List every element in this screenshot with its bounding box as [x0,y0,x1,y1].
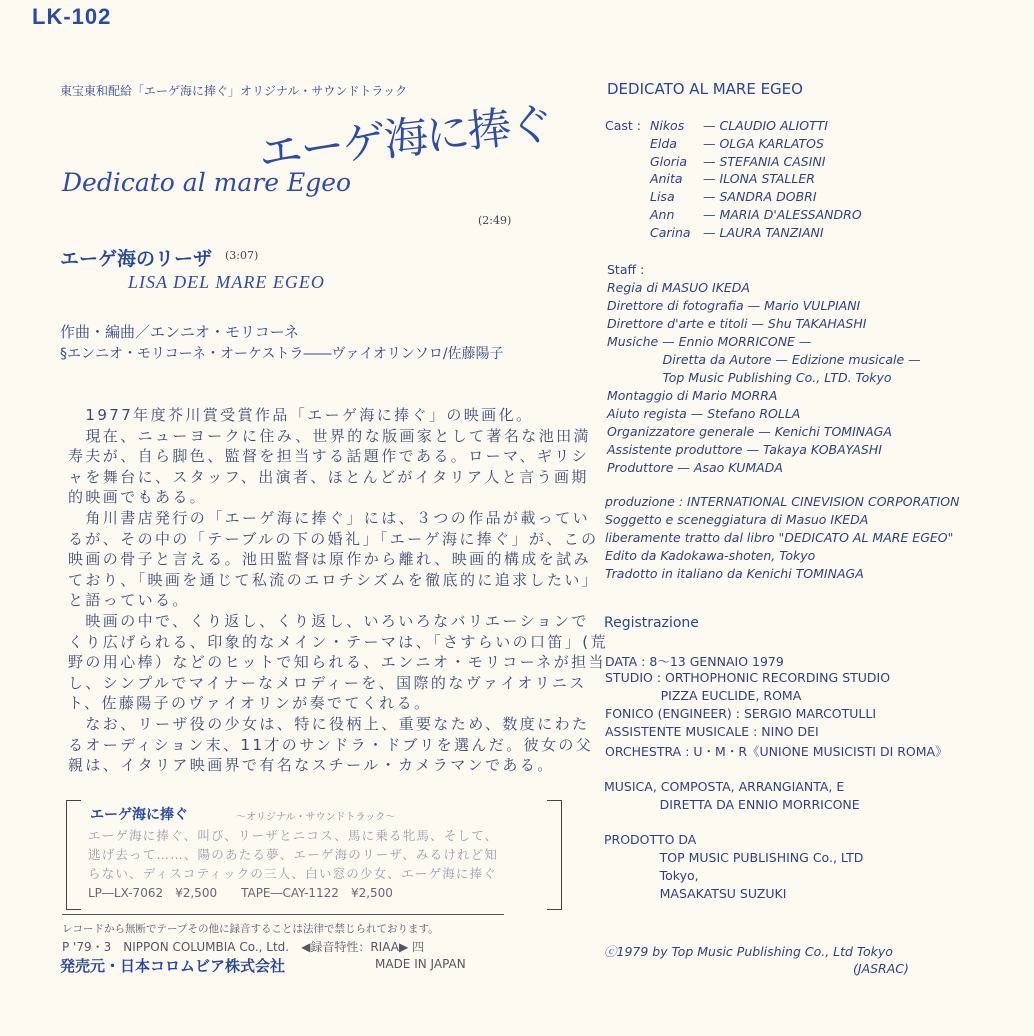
side-a-title-japanese: エーゲ海に捧ぐ [256,98,554,180]
lp-box-subtitle: ～オリジナル・サウンドトラック～ [236,812,396,823]
prodotto-line: PRODOTTO DA [604,832,697,847]
publisher-line: P '79・3 NIPPON COLUMBIA Co., Ltd. ◀録音特性：RIAA▶ 四 [62,940,424,954]
copy-notice: レコードから無断でテープその他に録音することは法律で禁じられております。 [62,923,439,935]
lp-products: LP―LX-7062 ¥2,500 TAPE―CAY-1122 ¥2,500 [88,886,393,900]
liner-notes [68,404,608,775]
cast-role: Ann [650,207,675,222]
made-in: MADE IN JAPAN [375,957,466,971]
staff-line: Aiuto regista — Stefano ROLLA [607,406,801,421]
liner-notes-line: ト、佐藤陽子のヴァイオリンが奏でてくれる。 [68,694,432,713]
staff-list [607,280,921,478]
production-line: Edito da Kadokawa-shoten, Tokyo [605,548,816,563]
cast-role: Elda [650,135,677,151]
cast-actor: — LAURA TANZIANI [703,224,824,240]
staff-line: Montaggio di Mario MORRA [607,388,778,403]
prodotto-line: Tokyo, [604,868,699,883]
registrazione-line: ASSISTENTE MUSICALE : NINO DEI [605,724,819,739]
liner-notes-line: なお、リーザ役の少女は、特に役柄上、重要なため、数度にわた [68,714,590,733]
liner-notes-line: 現在、ニューヨークに住み、世界的な版画家として著名な池田満 [68,426,591,445]
musica-list [604,779,860,815]
liner-notes-line: 映画の骨子と言える。池田監督は原作から離れ、映画的構成を試み [68,550,591,569]
jasrac: (JASRAC) [853,961,909,976]
liner-notes-line: 1977年度芥川賞受賞作品「エーゲ海に捧ぐ」の映画化。 [68,406,534,424]
registrazione-line: FONICO (ENGINEER) : SERGIO MARCOTULLI [605,706,877,721]
staff-line: Regia di MASUO IKEDA [607,280,750,295]
cast-role: Gloria [650,153,688,169]
liner-notes-line: 親は、イタリア映画界で有名なスチール・カメラマンである。 [68,756,555,775]
bracket-right [547,800,562,910]
liner-notes-line: と語っている。 [68,591,190,610]
copyright: ⓒ1979 by Top Music Publishing Co., Ltd Tokyo [604,944,893,959]
right-heading: DEDICATO AL MARE EGEO [607,80,803,98]
side-b-title-italian: LISA DEL MARE EGEO [128,272,325,292]
staff-line: Assistente produttore — Takaya KOBAYASHI [607,442,882,457]
staff-line: Direttore d'arte e titoli — Shu TAKAHASHI [607,316,867,331]
staff-label: Staff : [607,262,645,277]
liner-notes-line: 野の用心棒）などのヒットで知られる、エンニオ・モリコーネが担当 [68,653,606,672]
side-b-title-japanese: エーゲ海のリーザ [60,248,213,270]
cast-actor: — ILONA STALLER [703,171,815,187]
production-line: Soggetto e sceneggiatura di Masuo IKEDA [605,512,869,527]
catalog-number: LK-102 [32,4,112,29]
lp-track-line: 逃げ去って……、陽のあたる夢、エーゲ海のリーザ、みるけれど知 [88,847,499,862]
cast-label: Cast : [605,118,641,133]
cast-actor: — SANDRA DOBRI [703,189,817,205]
liner-notes-line: 角川書店発行の「エーゲ海に捧ぐ」には、３つの作品が載ってい [68,508,591,527]
staff-line: Musiche — Ennio MORRICONE — [607,334,812,349]
musica-line: DIRETTA DA ENNIO MORRICONE [604,797,860,812]
lp-box-title: エーゲ海に捧ぐ [90,807,188,823]
liner-notes-line: くり広げられる、印象的なメイン・テーマは、「さすらいの口笛」(荒 [68,632,608,651]
staff-line: Produttore — Asao KUMADA [607,460,783,475]
composer-credit: 作曲・編曲／エンニオ・モリコーネ [60,323,299,341]
prodotto-list [604,832,863,904]
lp-track-line: らない、ディスコティックの三人、白い窓の少女、エーゲ海に捧ぐ [88,866,498,881]
registrazione-line: DATA : 8～13 GENNAIO 1979 [605,654,784,669]
side-a-duration: (2:49) [478,214,512,227]
liner-notes-line: し、シンプルでマイナーなメロディーを、国際的なヴァイオリニス [68,673,587,692]
musica-line: MUSICA, COMPOSTA, ARRANGIANTA, E [604,779,845,794]
production-line: Tradotto in italiano da Kenichi TOMINAGA [605,566,864,581]
cast-actor: — CLAUDIO ALIOTTI [703,118,828,133]
performer-credit: §エンニオ・モリコーネ・オーケストラ――ヴァイオリンソロ/佐藤陽子 [60,346,504,362]
cast-actor: — MARIA D'ALESSANDRO [703,207,862,222]
cast-actor: — OLGA KARLATOS [703,135,824,151]
soundtrack-subtitle: 東宝東和配給「エーゲ海に捧ぐ」オリジナル・サウンドトラック [60,84,408,98]
staff-line: Top Music Publishing Co., LTD. Tokyo [607,370,892,385]
cast-role: Lisa [650,189,675,205]
cast-role: Carina [650,224,691,240]
registrazione-line: PIZZA EUCLIDE, ROMA [605,688,802,703]
cast-role: Anita [650,171,683,187]
lp-info-box [66,800,536,910]
cast-actor: — STEFANIA CASINI [703,153,826,169]
staff-line: Direttore di fotografia — Mario VULPIANI [607,298,861,313]
registrazione-line: ORCHESTRA : U・M・R《UNIONE MUSICISTI DI ROMA》 [605,744,948,759]
lp-track-line: エーゲ海に捧ぐ、叫び、リーザとニコス、馬に乗る牝馬、そして、 [88,828,499,843]
liner-notes-line: 的映画でもある。 [68,488,208,507]
cast-role: Nikos [650,118,685,133]
distributor: 発売元・日本コロムビア株式会社 [60,957,286,975]
liner-notes-line: ャを舞台に、スタッフ、出演者、ほとんどがイタリア人と言う画期 [68,467,589,486]
registrazione-line: STUDIO : ORTHOPHONIC RECORDING STUDIO [605,670,891,685]
liner-notes-line: ており、「映画を通じて私流のエロチシズムを徹底的に追求したい」 [68,570,600,589]
staff-line: Organizzatore generale — Kenichi TOMINAGA [607,424,892,439]
liner-notes-line: 映画の中で、くり返し、くり返し、いろいろなバリエーションで [68,611,589,630]
prodotto-line: MASAKATSU SUZUKI [604,886,787,901]
registrazione-heading: Registrazione [604,615,699,631]
liner-notes-line: るオーディション末、11才のサンドラ・ドブリを選んだ。彼女の父 [68,735,594,754]
registrazione-list [605,652,948,760]
side-b-duration: (3:07) [225,249,259,262]
side-a-title-italian: Dedicato al mare Egeo [62,168,352,197]
bracket-left [66,800,81,910]
liner-notes-line: るが、その中の「テーブルの下の婚礼」「エーゲ海に捧ぐ」が、この [68,529,599,548]
production-list [605,494,959,584]
liner-notes-line: 寿夫が、自ら脚色、監督を担当する話題作である。ローマ、ギリシ [68,447,590,466]
divider [62,914,504,915]
production-line: liberamente tratto dal libro "DEDICATO AL MARE EGEO" [605,530,954,545]
prodotto-line: TOP MUSIC PUBLISHING Co., LTD [604,850,864,865]
production-line: produzione : INTERNATIONAL CINEVISION CORPORATION [605,494,960,509]
staff-line: Diretta da Autore — Edizione musicale — [607,352,921,367]
